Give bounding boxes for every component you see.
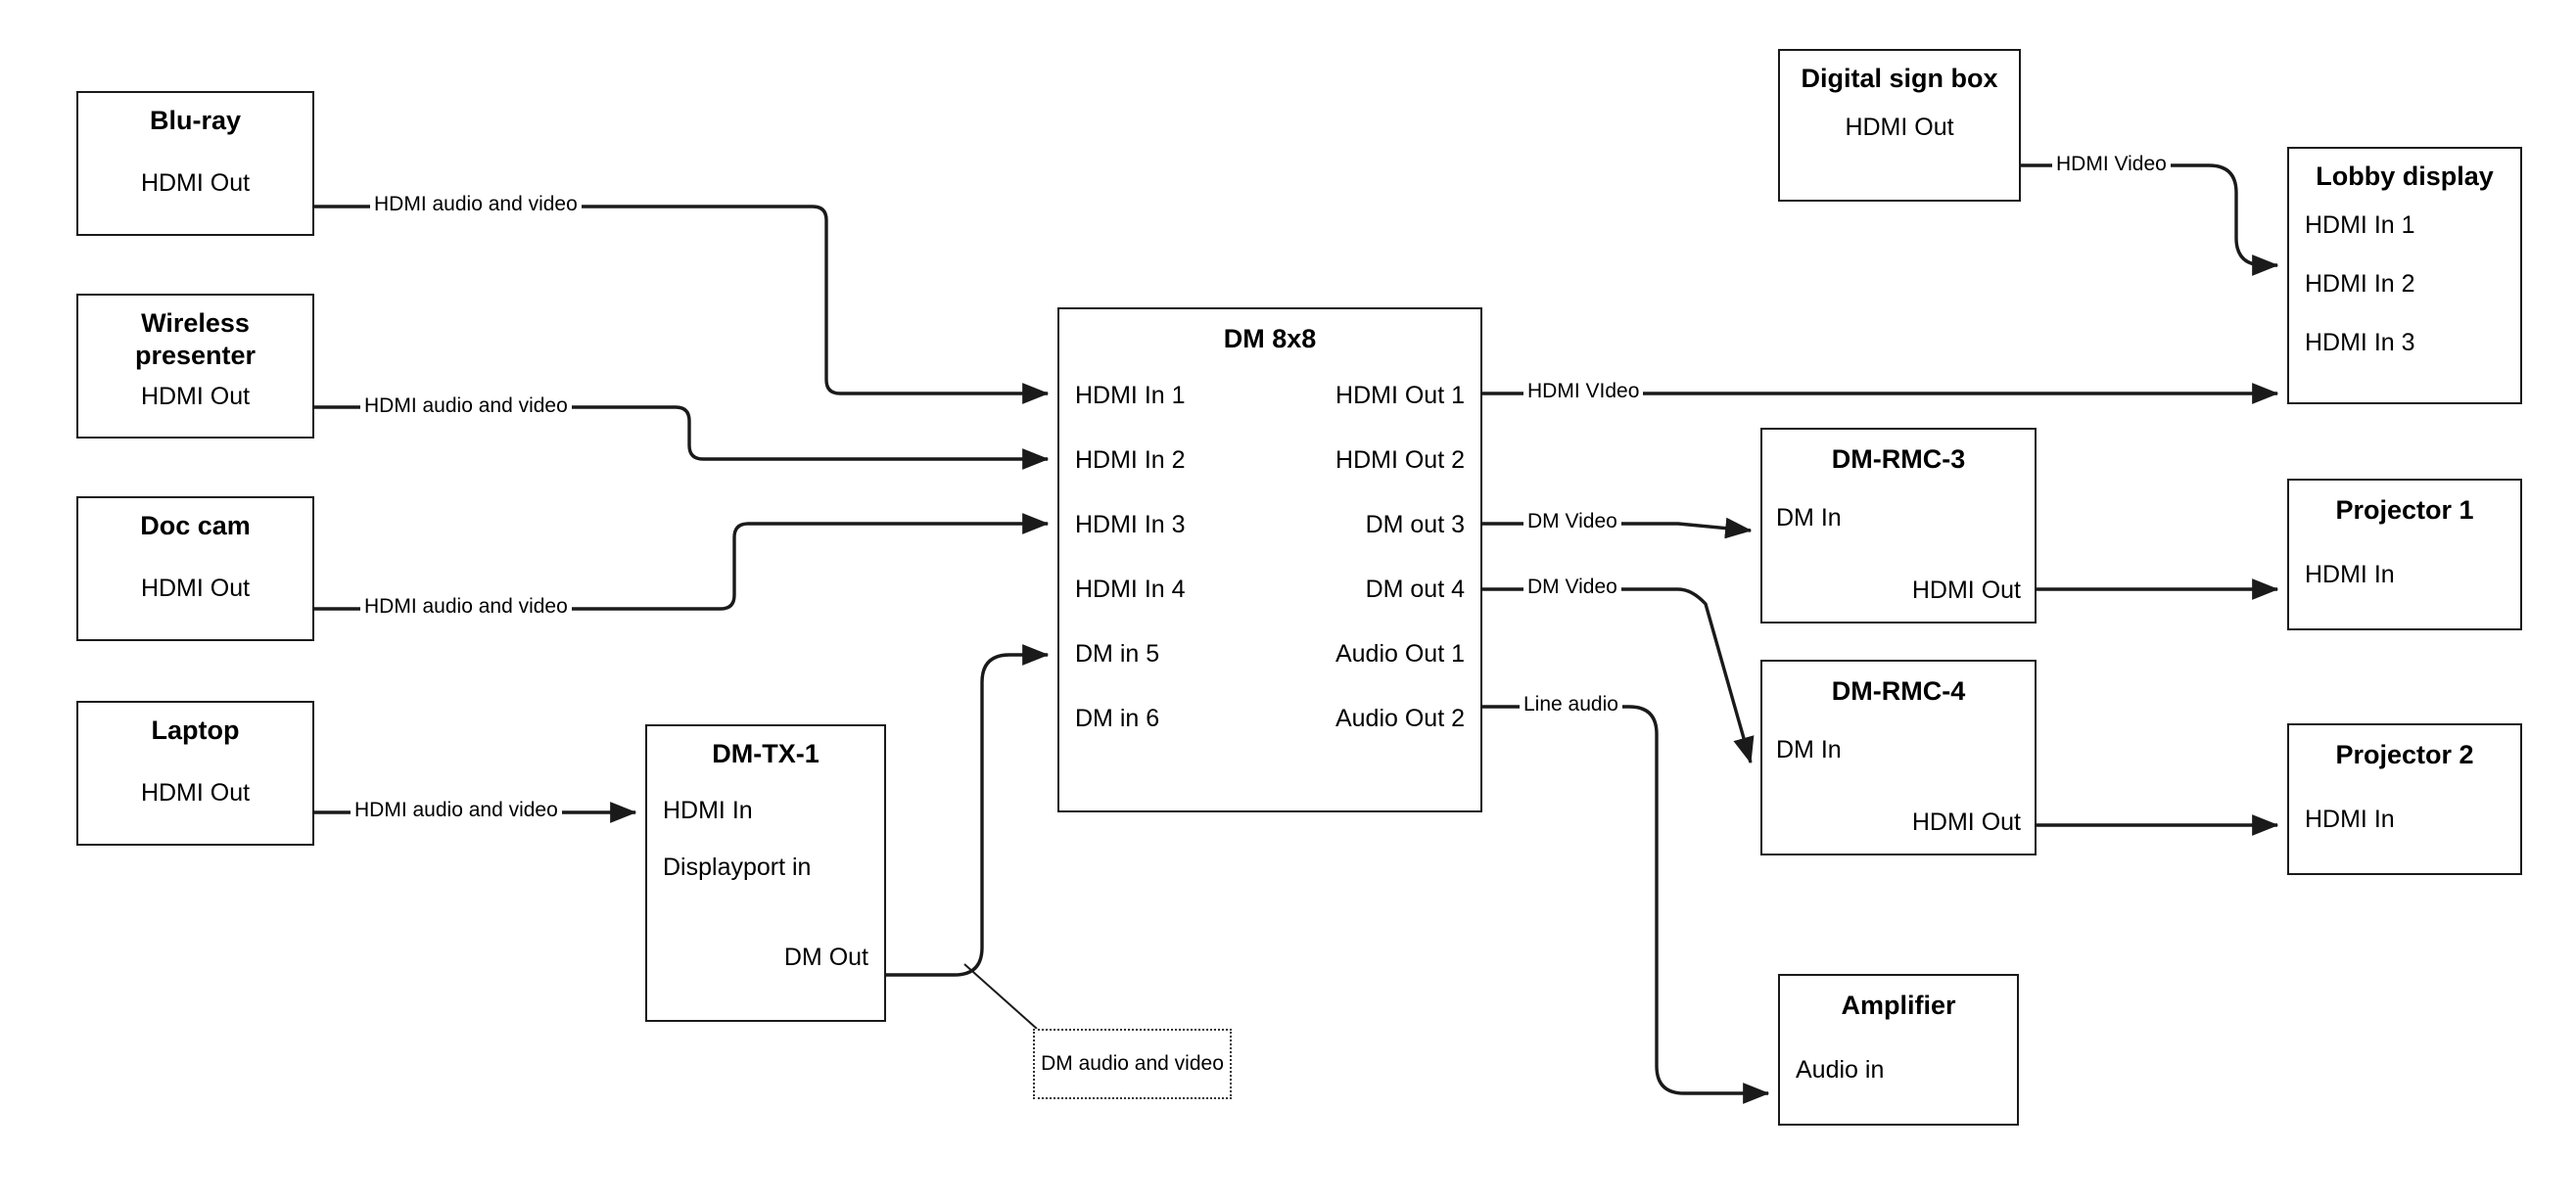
node-dm-rmc-3[interactable]: [1760, 428, 2037, 624]
node-amplifier-title: Amplifier: [1841, 991, 1956, 1020]
note-dm-audio-and-video: [1033, 1029, 1232, 1099]
node-lobby-display-port-hdmi-in-1: HDMI In 1: [2305, 210, 2415, 239]
node-dm-8x8-output-hdmi-out-2: HDMI Out 2: [1335, 445, 1465, 474]
edge-label-signbox-to-lobby: HDMI Video: [2052, 153, 2171, 176]
node-dm-tx-1[interactable]: [645, 724, 886, 1022]
node-wireless-presenter-title: Wireless presenter: [134, 308, 257, 370]
node-projector-1[interactable]: [2287, 479, 2522, 630]
node-digital-sign-box[interactable]: [1778, 49, 2021, 202]
node-wireless-presenter-port-hdmi-out: HDMI Out: [140, 382, 251, 410]
node-dm-rmc-4-title: DM-RMC-4: [1831, 676, 1966, 706]
node-dm-rmc-4[interactable]: [1760, 660, 2037, 855]
node-dm-8x8-input-hdmi-in-3: HDMI In 3: [1075, 510, 1186, 538]
node-dm-8x8-output-hdmi-out-1: HDMI Out 1: [1335, 381, 1465, 409]
node-lobby-display-port-hdmi-in-2: HDMI In 2: [2305, 269, 2415, 298]
node-dm-rmc-3-title: DM-RMC-3: [1831, 444, 1966, 474]
edge-label-dm-hdmi1-to-lobby: HDMI VIdeo: [1523, 380, 1643, 403]
node-amplifier-port-audio-in: Audio in: [1796, 1055, 1885, 1084]
node-dm-8x8-input-hdmi-in-1: HDMI In 1: [1075, 381, 1186, 409]
node-projector-1-port-hdmi-in: HDMI In: [2305, 560, 2395, 588]
node-laptop-port-hdmi-out: HDMI Out: [140, 778, 251, 807]
node-doc-cam[interactable]: [76, 496, 314, 641]
edge-label-dm-audio1-to-amp: Line audio: [1520, 693, 1622, 716]
node-dm-tx-1-port-dm-out: DM Out: [783, 943, 868, 971]
node-dm-rmc-3-port-dm-in: DM In: [1776, 503, 1842, 531]
node-bluray-port-hdmi-out: HDMI Out: [140, 168, 251, 197]
edge-label-wireless-to-dm: HDMI audio and video: [360, 394, 572, 418]
edge-label-dm-out3-to-rmc3: DM Video: [1523, 510, 1621, 533]
note-dm-audio-and-video-text: DM audio and video: [1041, 1052, 1224, 1076]
node-bluray-title: Blu-ray: [149, 106, 242, 135]
node-bluray[interactable]: [76, 91, 314, 236]
node-projector-2-port-hdmi-in: HDMI In: [2305, 805, 2395, 833]
node-wireless-presenter[interactable]: [76, 294, 314, 439]
node-projector-1-title: Projector 1: [2335, 495, 2474, 525]
node-dm-rmc-4-port-hdmi-out: HDMI Out: [1911, 808, 2021, 836]
node-dm-8x8-output-audio-out-2: Audio Out 2: [1335, 704, 1465, 732]
node-laptop[interactable]: [76, 701, 314, 846]
node-dm-rmc-4-port-dm-in: DM In: [1776, 735, 1842, 763]
edge-label-laptop-to-tx: HDMI audio and video: [351, 799, 562, 822]
edge-label-bluray-to-dm: HDMI audio and video: [370, 193, 582, 216]
edge-label-dm-out4-to-rmc4: DM Video: [1523, 576, 1621, 599]
node-laptop-title: Laptop: [151, 716, 240, 745]
node-doc-cam-title: Doc cam: [140, 511, 251, 540]
edge-label-doccam-to-dm: HDMI audio and video: [360, 595, 572, 619]
node-dm-rmc-3-port-hdmi-out: HDMI Out: [1911, 576, 2021, 604]
node-dm-tx-1-title: DM-TX-1: [712, 739, 820, 768]
node-dm-8x8-input-hdmi-in-4: HDMI In 4: [1075, 575, 1186, 603]
node-dm-8x8-title: DM 8x8: [1223, 324, 1317, 353]
node-dm-8x8-input-hdmi-in-2: HDMI In 2: [1075, 445, 1186, 474]
node-digital-sign-box-title: Digital sign box: [1801, 64, 1998, 93]
node-dm-tx-1-port-hdmi-in: HDMI In: [663, 796, 753, 824]
node-projector-2-title: Projector 2: [2335, 740, 2474, 769]
node-dm-8x8-output-dm-out-4: DM out 4: [1365, 575, 1465, 603]
node-lobby-display-title: Lobby display: [2316, 162, 2494, 191]
node-amplifier[interactable]: [1778, 974, 2019, 1126]
node-dm-tx-1-port-displayport-in: Displayport in: [663, 853, 812, 881]
node-dm-8x8-input-dm-in-5: DM in 5: [1075, 639, 1160, 668]
node-dm-8x8-output-dm-out-3: DM out 3: [1365, 510, 1465, 538]
node-digital-sign-box-port-hdmi-out: HDMI Out: [1845, 113, 1954, 141]
node-doc-cam-port-hdmi-out: HDMI Out: [140, 574, 251, 602]
node-dm-8x8[interactable]: [1057, 307, 1482, 812]
node-lobby-display-port-hdmi-in-3: HDMI In 3: [2305, 328, 2415, 356]
node-dm-8x8-output-audio-out-1: Audio Out 1: [1335, 639, 1465, 668]
node-dm-8x8-input-dm-in-6: DM in 6: [1075, 704, 1160, 732]
node-lobby-display[interactable]: [2287, 147, 2522, 404]
node-projector-2[interactable]: [2287, 723, 2522, 875]
